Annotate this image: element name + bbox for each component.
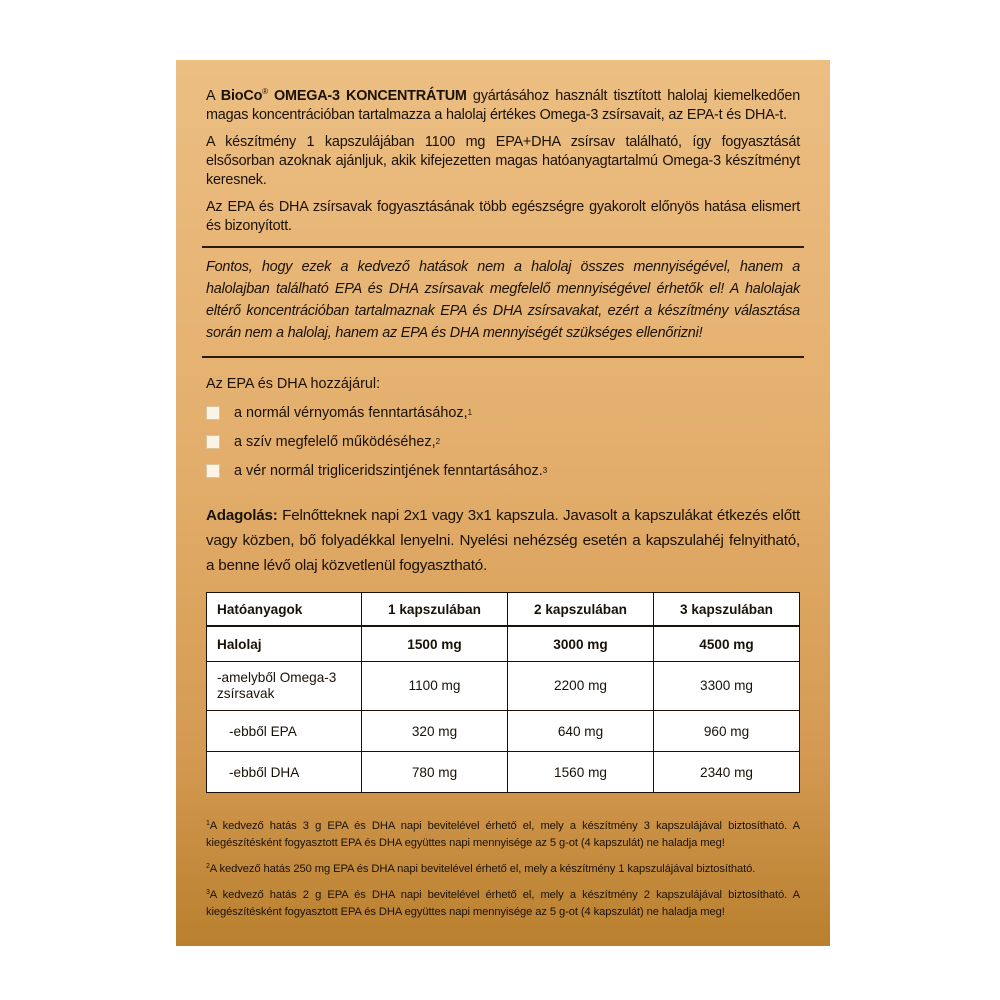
contribution-list: [206, 398, 800, 485]
label-panel: [176, 60, 830, 946]
footnote-ref: 2: [435, 437, 441, 446]
table-header-cell: 2 kapszulában: [508, 593, 654, 627]
contribution-title: Az EPA és DHA hozzájárul:: [206, 376, 381, 392]
table-cell: 3300 mg: [654, 662, 800, 711]
table-cell: 3000 mg: [508, 626, 654, 662]
intro-paragraph-3: Az EPA és DHA zsírsavak fogyasztásának több egészségre gyakorolt előnyös hatása elismert és bizonyított.: [206, 199, 800, 234]
important-note: Fontos, hogy ezek a kedvező hatások nem a halolaj összes mennyiségével, hanem a halolajban található EPA és DHA zsírsavak megfelelő mennyiségével érhetők el! A halolajak eltérő koncentrációban tartalmaznak EPA és DHA zsírsavakat, ezért a készítmény választása során nem a halolaj, hanem az EPA és DHA mennyiségét szükséges ellenőrizni!: [202, 246, 804, 358]
footnote: [206, 858, 800, 878]
brand-text: BioCo: [220, 88, 263, 104]
product-name: OMEGA-3 KONCENTRÁTUM: [267, 88, 467, 104]
list-item-text: a szív megfelelő működéséhez,: [234, 433, 436, 450]
table-header-cell: 3 kapszulában: [654, 593, 800, 627]
checkbox-icon: [206, 435, 220, 449]
footnote-number: 2: [206, 863, 210, 870]
table-cell: 780 mg: [362, 752, 508, 793]
footnote-ref: 3: [542, 466, 548, 475]
list-item-text: a vér normál trigliceridszintjének fenntartásához.: [234, 462, 543, 479]
footnote-ref: 1: [467, 408, 473, 417]
ingredients-table: [206, 592, 800, 793]
table-cell: 320 mg: [362, 711, 508, 752]
table-cell: 2340 mg: [654, 752, 800, 793]
table-cell: Halolaj: [207, 626, 362, 662]
table-cell: -amelyből Omega-3 zsírsavak: [207, 662, 362, 711]
dosage-text: Felnőtteknek napi 2x1 vagy 3x1 kapszula. Javasolt a kapszulákat étkezés előtt vagy közben, bő folyadékkal lenyelni. Nyelési nehézség esetén a kapszulahéj felnyitható, a benne lévő olaj közvetlenül fogyasztható.: [206, 507, 800, 574]
list-item: [206, 398, 800, 427]
table-cell: -ebből EPA: [207, 711, 362, 752]
table-cell: 640 mg: [508, 711, 654, 752]
intro-paragraph-2: A készítmény 1 kapszulájában 1100 mg EPA+DHA zsírsav található, így fogyasztását elsősorban azoknak ajánljuk, akik kifejezetten magas hatóanyagtartalmú Omega-3 készítményt keresnek.: [206, 134, 800, 188]
footnote-text: A kedvező hatás 2 g EPA és DHA napi bevitelével érhető el, mely a készítmény 2 kapszulájával biztosítható. A kiegészítésként fogyasztott EPA és DHA együttes napi mennyisége az 5 g-ot (4 kapszulát) ne haladja meg!: [206, 889, 800, 918]
footnote: [206, 884, 800, 921]
registered-mark: ®: [262, 87, 268, 96]
table-row: [207, 711, 800, 752]
list-item-text: a normál vérnyomás fenntartásához,: [234, 404, 468, 421]
table-cell: 1560 mg: [508, 752, 654, 793]
table-row: [207, 626, 800, 662]
footnote: [206, 815, 800, 852]
intro-rest: gyártásához használt tisztított halolaj kiemelkedően magas koncentrációban tartalmazza a halolaj értékes Omega-3 zsírsavait, az EPA-t és DHA-t.: [206, 88, 801, 123]
intro-section: [206, 82, 800, 236]
checkbox-icon: [206, 406, 220, 420]
table-cell: 4500 mg: [654, 626, 800, 662]
table-cell: 1500 mg: [362, 626, 508, 662]
list-item: [206, 427, 800, 456]
footnote-number: 1: [206, 820, 210, 827]
footnote-text: A kedvező hatás 250 mg EPA és DHA napi bevitelével érhető el, mely a készítmény 1 kapszulájával biztosítható.: [209, 863, 756, 875]
table-cell: 1100 mg: [362, 662, 508, 711]
footnote-text: A kedvező hatás 3 g EPA és DHA napi bevitelével érhető el, mely a készítmény 3 kapszulájával biztosítható. A kiegészítésként fogyasztott EPA és DHA együttes napi mennyisége az 5 g-ot (4 kapszulát) ne haladja meg!: [206, 820, 800, 849]
footnotes: [206, 815, 800, 921]
table-row: [207, 752, 800, 793]
dosage-paragraph: [206, 503, 800, 578]
intro-prefix: A: [206, 88, 221, 104]
dosage-label: Adagolás:: [206, 507, 278, 524]
table-cell: 2200 mg: [508, 662, 654, 711]
brand-name: [221, 88, 467, 104]
table-header-row: [207, 593, 800, 627]
table-header-cell: Hatóanyagok: [207, 593, 362, 627]
table-header-cell: 1 kapszulában: [362, 593, 508, 627]
footnote-number: 3: [206, 889, 210, 896]
list-item: [206, 456, 800, 485]
table-cell: 960 mg: [654, 711, 800, 752]
checkbox-icon: [206, 464, 220, 478]
table-cell: -ebből DHA: [207, 752, 362, 793]
intro-paragraph-1: [206, 82, 800, 125]
table-row: [207, 662, 800, 711]
